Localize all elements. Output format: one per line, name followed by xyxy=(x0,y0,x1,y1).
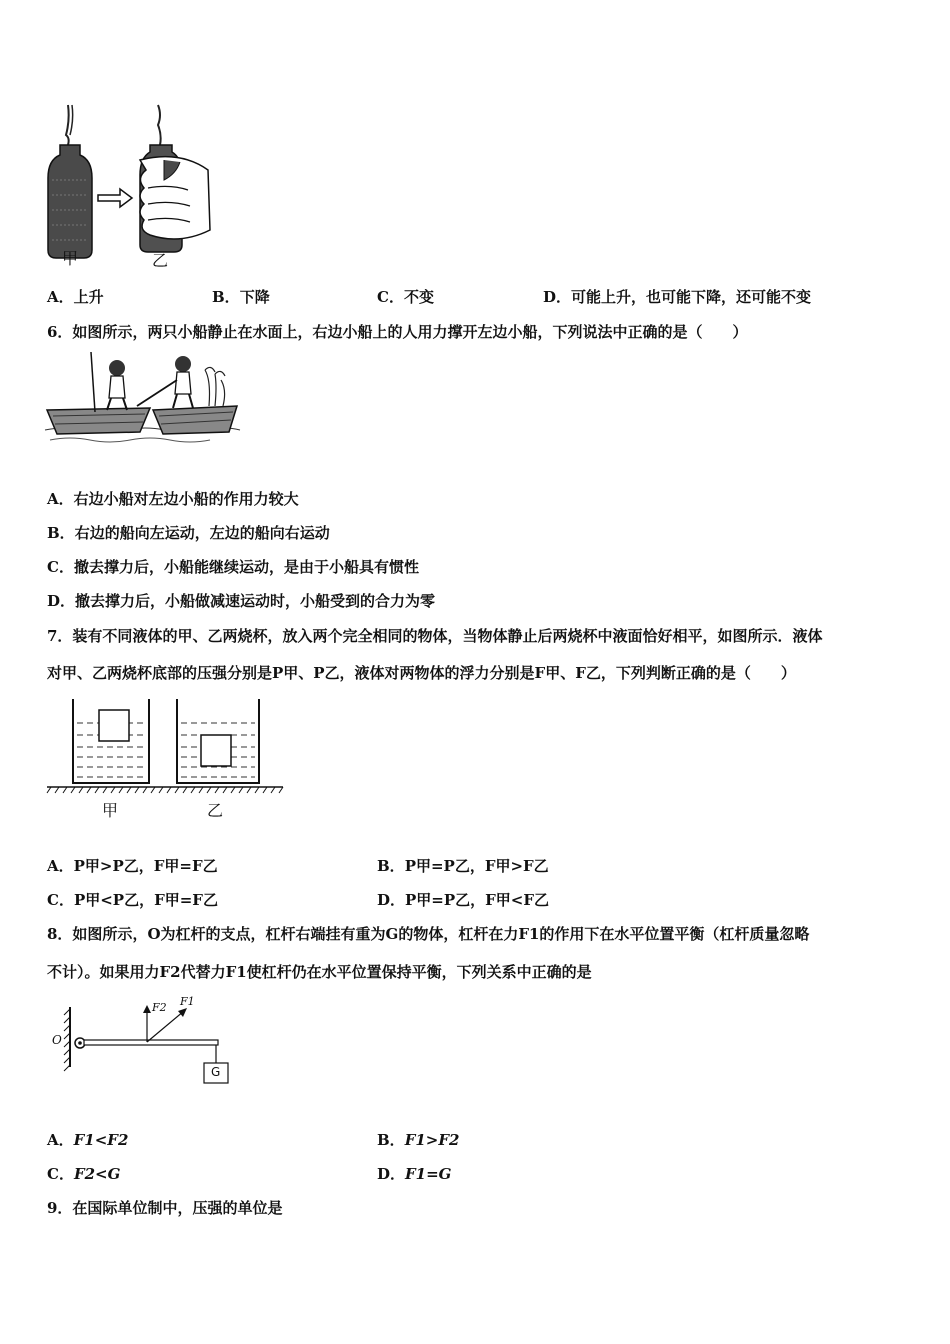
option-letter: C． xyxy=(47,558,74,576)
q6-option-b[interactable] xyxy=(47,522,330,543)
q8-label-f1: F1 xyxy=(180,995,195,1008)
q8-label-o: O xyxy=(52,1033,62,1047)
q7-option-a[interactable] xyxy=(47,855,218,876)
q5-label-jia: 甲 xyxy=(62,249,79,268)
option-letter: C． xyxy=(377,288,404,306)
q6-option-c[interactable] xyxy=(47,556,419,577)
option-letter: A． xyxy=(47,288,74,306)
option-text: 下降 xyxy=(239,288,270,306)
option-text: 撤去撑力后，小船能继续运动，是由于小船具有惯性 xyxy=(73,558,419,576)
q8-option-d[interactable] xyxy=(377,1163,451,1184)
q6-option-d[interactable] xyxy=(47,590,435,611)
option-letter: A． xyxy=(47,1131,74,1149)
q6-option-a[interactable] xyxy=(47,488,299,509)
q5-option-d[interactable] xyxy=(543,286,811,307)
option-letter: D． xyxy=(377,1165,406,1183)
q6-figure xyxy=(45,350,240,450)
q5-option-b[interactable] xyxy=(212,286,270,307)
option-letter: C． xyxy=(47,1165,74,1183)
option-text: P甲>P乙，F甲=F乙 xyxy=(73,857,218,875)
option-text: 右边小船对左边小船的作用力较大 xyxy=(73,490,299,508)
beakers-illustration xyxy=(45,695,290,790)
q6-stem: 6．如图所示，两只小船静止在水面上，右边小船上的人用力撑开左边小船，下列说法中正确的是（ ） xyxy=(47,323,748,341)
option-text: F2<G xyxy=(73,1165,121,1183)
option-letter: D． xyxy=(543,288,572,306)
q7-option-d[interactable] xyxy=(377,889,549,910)
option-letter: B． xyxy=(212,288,240,306)
q8-stem-line2: 不计）。如果用力F2代替力F1使杠杆仍在水平位置保持平衡，下列关系中正确的是 xyxy=(47,963,592,981)
q7-figure xyxy=(45,695,290,820)
option-text: 上升 xyxy=(73,288,104,306)
q8-stem-line1: 8．如图所示，O为杠杆的支点，杠杆右端挂有重为G的物体，杠杆在力F1的作用下在水平位置平衡（杠杆质量忽略 xyxy=(47,925,810,943)
option-text: P甲<P乙，F甲=F乙 xyxy=(73,891,218,909)
lever-illustration xyxy=(48,995,238,1090)
q9-stem: 9．在国际单位制中，压强的单位是 xyxy=(47,1199,283,1217)
option-letter: A． xyxy=(47,490,74,508)
option-letter: B． xyxy=(377,857,405,875)
q7-stem-line2: 对甲、乙两烧杯底部的压强分别是P甲、P乙，液体对两物体的浮力分别是F甲、F乙，下列判断正确的是（ ） xyxy=(47,664,796,682)
option-text: P甲=P乙，F甲<F乙 xyxy=(405,891,550,909)
q8-figure xyxy=(48,995,238,1090)
option-text: F1=G xyxy=(405,1165,452,1183)
q7-label-jia: 甲 xyxy=(102,801,119,820)
option-letter: B． xyxy=(47,524,75,542)
option-text: 可能上升，也可能下降，还可能不变 xyxy=(571,288,812,306)
q8-option-c[interactable] xyxy=(47,1163,120,1184)
q7-option-b[interactable] xyxy=(377,855,549,876)
q8-option-b[interactable] xyxy=(377,1129,459,1150)
option-letter: C． xyxy=(47,891,74,909)
q8-label-f2: F2 xyxy=(152,1001,167,1014)
option-text: 不变 xyxy=(403,288,434,306)
option-letter: A． xyxy=(47,857,74,875)
option-text: 右边的船向左运动，左边的船向右运动 xyxy=(74,524,330,542)
boats-illustration xyxy=(45,350,240,450)
q5-option-a[interactable] xyxy=(47,286,104,307)
option-text: 撤去撑力后，小船做减速运动时，小船受到的合力为零 xyxy=(75,592,436,610)
option-text: P甲=P乙，F甲>F乙 xyxy=(404,857,549,875)
q7-option-c[interactable] xyxy=(47,889,218,910)
option-text: F1<F2 xyxy=(73,1131,129,1149)
option-letter: D． xyxy=(47,592,76,610)
q5-label-yi: 乙 xyxy=(152,251,169,270)
q5-figure xyxy=(40,100,230,275)
q5-option-c[interactable] xyxy=(377,286,434,307)
q8-label-g: G xyxy=(211,1065,221,1079)
q7-stem-line1: 7．装有不同液体的甲、乙两烧杯，放入两个完全相同的物体，当物体静止后两烧杯中液面恰好相平，如图所示．液体 xyxy=(47,627,823,645)
option-letter: D． xyxy=(377,891,406,909)
q8-option-a[interactable] xyxy=(47,1129,128,1150)
q7-label-yi: 乙 xyxy=(207,801,224,820)
option-text: F1>F2 xyxy=(404,1131,460,1149)
option-letter: B． xyxy=(377,1131,405,1149)
